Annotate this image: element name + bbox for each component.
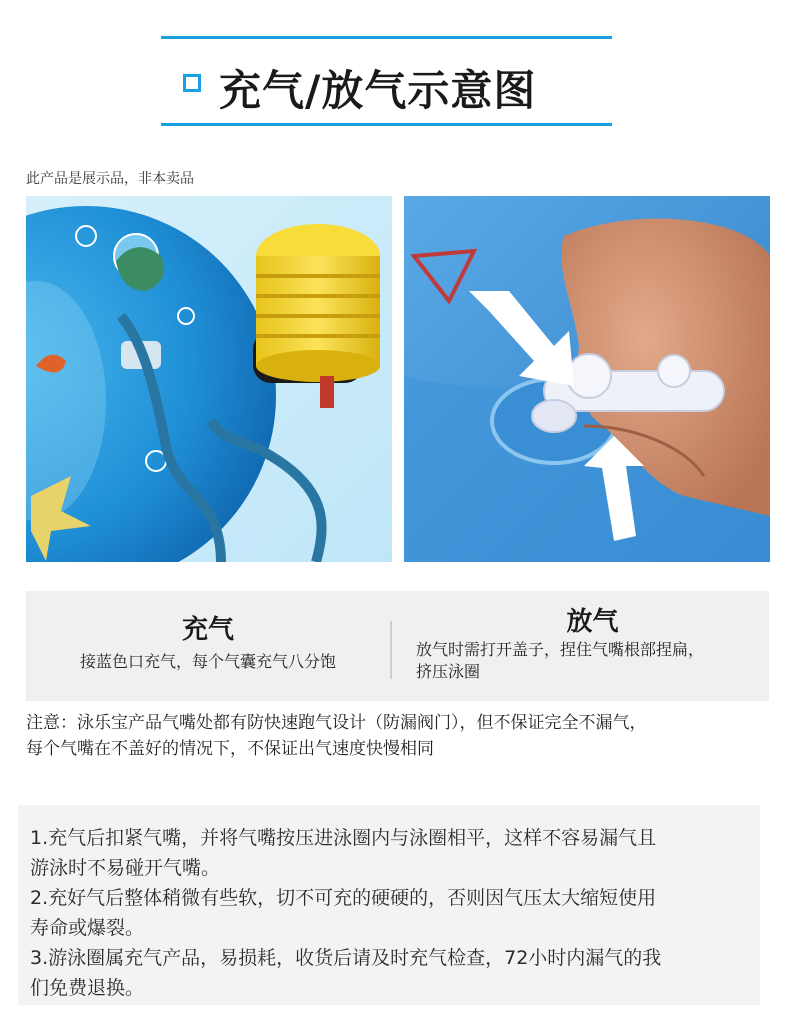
deflate-photo: [404, 196, 770, 562]
inflate-photo: [26, 196, 392, 562]
square-outline-icon: [183, 74, 201, 92]
inflate-column: [26, 591, 390, 701]
inflate-heading: 充气: [181, 615, 234, 645]
rule-line: 寿命或爆裂。: [30, 917, 145, 939]
rule-line: 1.充气后扣紧气嘴，并将气嘴按压进泳圈内与泳圈相平，这样不容易漏气且: [30, 827, 657, 849]
deflate-column: [416, 591, 769, 701]
deflate-line-1: 放气时需打开盖子，捏住气嘴根部捏扁，: [416, 640, 705, 659]
display-only-notice: 此产品是展示品，非本卖品: [26, 171, 194, 187]
valve-note-line-1: 注意：泳乐宝产品气嘴处都有防快速跑气设计（防漏阀门），但不保证完全不漏气，: [26, 713, 647, 733]
usage-rules-list: [18, 805, 760, 1003]
panel-divider: [390, 621, 392, 679]
deflate-description: [416, 639, 769, 683]
usage-rules-box: [18, 805, 760, 1005]
rule-line: 们免费退换。: [30, 977, 145, 999]
title-bottom-rule: [161, 123, 612, 126]
valve-note-line-2: 每个气嘴在不盖好的情况下，不保证出气速度快慢相同: [26, 739, 434, 759]
deflate-line-2: 挤压泳圈: [416, 662, 481, 681]
page-title: 充气/放气示意图: [219, 66, 537, 115]
rule-line: 游泳时不易碰开气嘴。: [30, 857, 221, 879]
title-block: [161, 36, 612, 126]
deflate-heading: 放气: [566, 607, 619, 637]
rule-line: 3.游泳圈属充气产品，易损耗，收货后请及时充气检查，72小时内漏气的我: [30, 947, 662, 969]
inflate-description: 接蓝色口充气，每个气囊充气八分饱: [79, 652, 336, 671]
inflate-deflate-panel: [26, 591, 769, 701]
title-top-rule: [161, 36, 612, 39]
inflatable-ring-with-foot-pump: [26, 196, 392, 562]
valve-note: [26, 710, 770, 762]
hand-pinching-air-valve: [404, 196, 770, 562]
rule-line: 2.充好气后整体稍微有些软，切不可充的硬硬的，否则因气压太大缩短使用: [30, 887, 657, 909]
